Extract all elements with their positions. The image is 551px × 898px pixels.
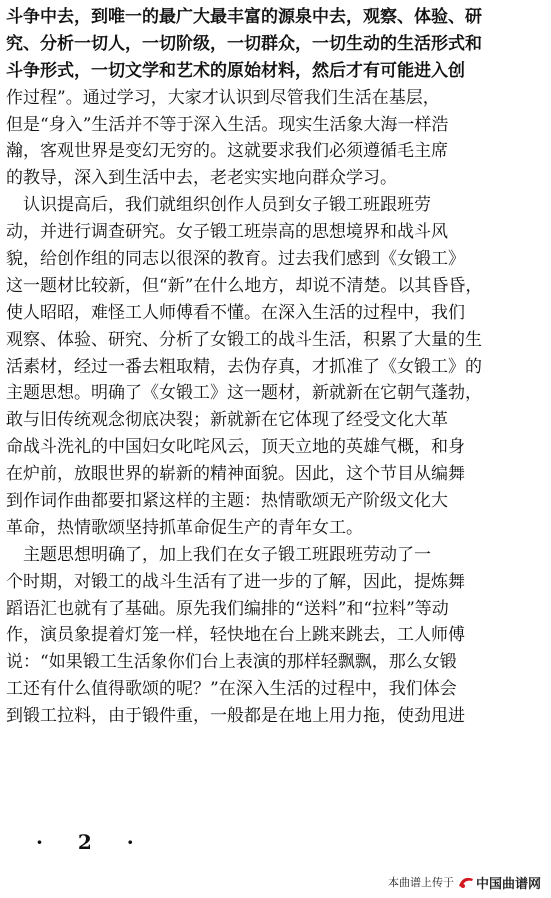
text-line: 革命，热情歌颂坚持抓革命促生产的青年女工。 [6, 517, 363, 538]
text-line: 到作词作曲都要扣紧这样的主题：热情歌颂无产阶级文化大 [6, 491, 448, 512]
page-number: · 2 · [36, 830, 148, 854]
text-line: 个时期，对锻工的战斗生活有了进一步的了解，因此，提炼舞 [6, 571, 465, 592]
text-line: 活素材，经过一番去粗取精，去伪存真，才抓准了《女锻工》的 [6, 356, 482, 377]
text-line: 工还有什么值得歌颂的呢？”在深入生活的过程中，我们体会 [6, 679, 457, 700]
text-line: 斗争形式，一切文学和艺术的原始材料，然后才有可能进入创 [6, 60, 465, 81]
text-line: 说：“如果锻工生活象你们台上表演的那样轻飘飘，那么女锻 [6, 652, 457, 673]
logo-text: 中国曲谱网 [475, 876, 541, 892]
text-line: 敢与旧传统观念彻底决裂；新就新在它体现了经受文化大革 [6, 410, 448, 431]
text-line: 使人昭昭，难怪工人师傅看不懂。在深入生活的过程中，我们 [6, 302, 465, 323]
text-line: 在炉前，放眼世界的崭新的精神面貌。因此，这个节目从编舞 [6, 464, 465, 485]
body-text [6, 4, 542, 730]
text-line: 斗争中去，到唯一的最广大最丰富的源泉中去，观察、体验、研 [6, 7, 482, 27]
text-line: 的教导，深入到生活中去，老老实实地向群众学习。 [6, 168, 397, 189]
text-line: 这一题材比较新，但“新”在什么地方，却说不清楚。以其昏昏， [6, 275, 483, 296]
text-line: 主题思想。明确了《女锻工》这一题材，新就新在它朝气蓬勃， [6, 383, 482, 404]
text-line: 到锻工拉料，由于锻件重，一般都是在地上用力拖，使劲甩进 [6, 706, 465, 727]
text-line: 究、分析一切人，一切阶级，一切群众，一切生动的生活形式和 [6, 33, 482, 54]
text-line: 认识提高后，我们就组织创作人员到女子锻工班跟班劳 [6, 195, 431, 216]
footer-credit: 本曲谱上传于 [387, 876, 454, 889]
logo-icon [458, 875, 474, 889]
text-line: 动，并进行调查研究。女子锻工班崇高的思想境界和战斗风 [6, 222, 448, 243]
site-logo [458, 873, 541, 892]
text-line: 主题思想明确了，加上我们在女子锻工班跟班劳动了一 [6, 544, 431, 565]
text-line: 观察、体验、研究、分析了女锻工的战斗生活，积累了大量的生 [6, 329, 482, 350]
text-line: 瀚，客观世界是变幻无穷的。这就要求我们必须遵循毛主席 [6, 141, 448, 162]
text-line: 貌，给创作组的同志以很深的教育。过去我们感到《女锻工》 [6, 249, 465, 270]
text-line: 但是“身入”生活并不等于深入生活。现实生活象大海一样浩 [6, 114, 449, 135]
text-line: 作，演员象提着灯笼一样，轻快地在台上跳来跳去，工人师傅 [6, 625, 465, 646]
text-line: 作过程”。通过学习，大家才认识到尽管我们生活在基层， [6, 87, 440, 108]
text-line: 命战斗洗礼的中国妇女叱咤风云，顶天立地的英雄气概，和身 [6, 437, 465, 458]
text-line: 蹈语汇也就有了基础。原先我们编排的“送料”和“拉料”等动 [6, 598, 449, 619]
footer-watermark [388, 872, 541, 892]
